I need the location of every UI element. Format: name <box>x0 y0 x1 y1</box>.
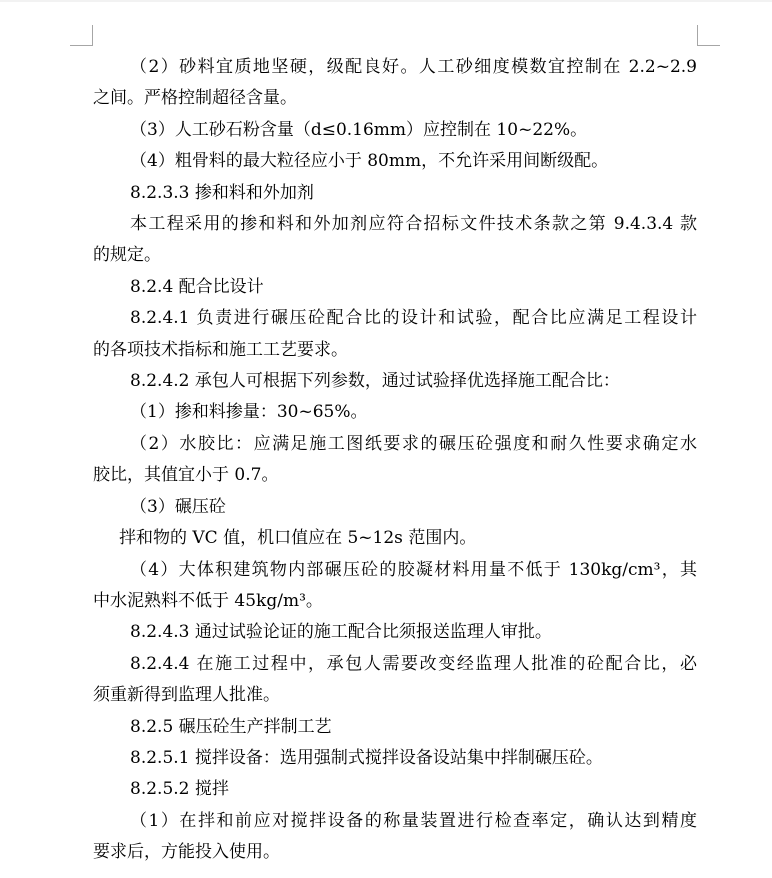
text-line: 本工程采用的掺和料和外加剂应符合招标文件技术条款之第 9.4.3.4 款 <box>130 214 697 235</box>
text-line: 8.2.4.4 在施工过程中，承包人需要改变经监理人批准的砼配合比，必 <box>130 653 697 674</box>
text-line: （4）粗骨料的最大粒径应小于 80mm，不允许采用间断级配。 <box>130 151 609 172</box>
text-line: 要求后，方能投入使用。 <box>93 842 280 863</box>
text-line: （3）碾压砼 <box>130 496 226 517</box>
text-line: 的各项技术指标和施工工艺要求。 <box>93 339 348 360</box>
text-line: （1）掺和料掺量：30~65%。 <box>130 402 368 423</box>
section-heading: 8.2.5.2 搅拌 <box>130 779 229 800</box>
text-line: 中水泥熟料不低于 45kg/m³。 <box>93 590 323 611</box>
section-heading: 8.2.4 配合比设计 <box>130 276 264 297</box>
text-line: 的规定。 <box>93 245 161 266</box>
text-line: （2）砂料宜质地坚硬，级配良好。人工砂细度模数宜控制在 2.2~2.9 <box>130 57 697 77</box>
text-line: 之间。严格控制超径含量。 <box>93 88 297 109</box>
text-line: （4）大体积建筑物内部碾压砼的胶凝材料用量不低于 130kg/cm³，其 <box>130 559 697 580</box>
text-line: 8.2.5.1 搅拌设备：选用强制式搅拌设备设站集中拌制碾压砼。 <box>130 747 603 768</box>
text-line: 8.2.4.2 承包人可根据下列参数，通过试验择优选择施工配合比： <box>130 371 620 392</box>
text-line: 胶比，其值宜小于 0.7。 <box>93 465 279 486</box>
text-line: （3）人工砂石粉含量（d≤0.16mm）应控制在 10~22%。 <box>130 119 588 140</box>
section-heading: 8.2.3.3 掺和料和外加剂 <box>130 182 314 203</box>
text-line: 8.2.4.1 负责进行碾压砼配合比的设计和试验，配合比应满足工程设计 <box>130 308 697 329</box>
text-line: 拌和物的 VC 值，机口值应在 5~12s 范围内。 <box>119 528 477 549</box>
text-line: 须重新得到监理人批准。 <box>93 685 280 706</box>
text-line: （2）水胶比：应满足施工图纸要求的碾压砼强度和耐久性要求确定水 <box>130 433 697 454</box>
margin-corner-top-left <box>70 25 93 46</box>
document-body <box>93 52 697 869</box>
margin-corner-top-right <box>697 25 720 46</box>
top-border <box>0 0 772 2</box>
text-line: （1）在拌和前应对搅拌设备的称量装置进行检查率定，确认达到精度 <box>130 810 697 831</box>
section-heading: 8.2.5 碾压砼生产拌制工艺 <box>130 716 332 737</box>
text-line: 8.2.4.3 通过试验论证的施工配合比须报送监理人审批。 <box>130 622 552 643</box>
